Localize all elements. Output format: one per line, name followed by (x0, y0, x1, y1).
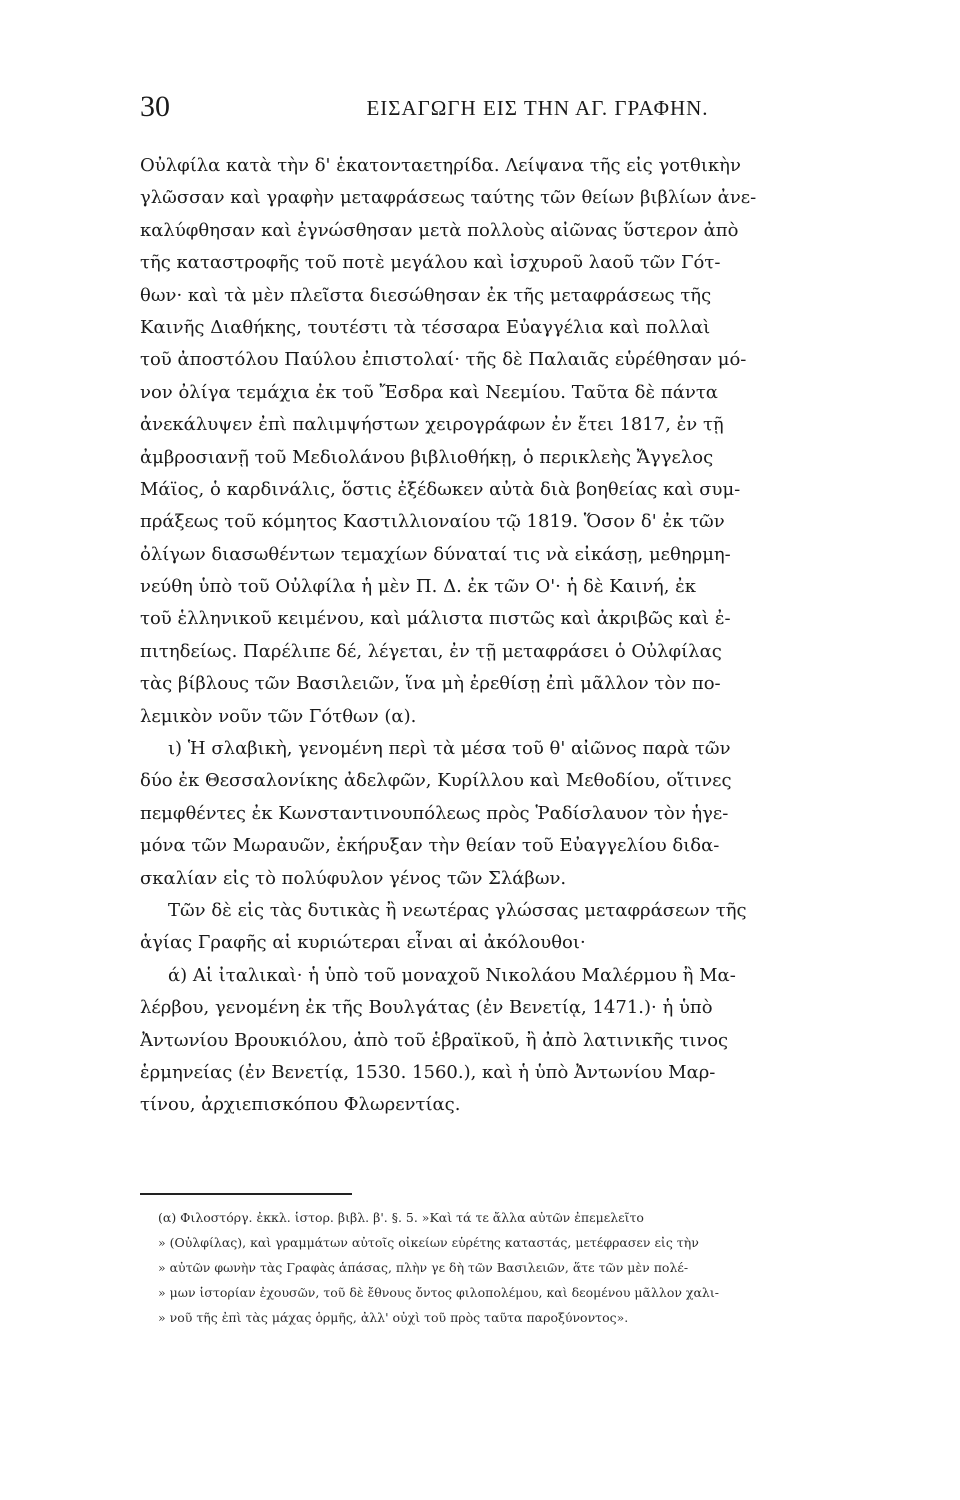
footnote-divider (140, 1193, 352, 1195)
text-line: ὀλίγων διασωθέντων τεμαχίων δύναταί τις νὰ εἰκάσῃ, μεθηρμη- (140, 543, 731, 565)
text-line: Οὐλφίλα κατὰ τὴν δ' ἑκατονταετηρίδα. Λείψανα τῆς εἰς γοτθικὴν (140, 155, 741, 176)
text-line: ά) Αἱ ἰταλικαὶ· ἡ ὑπὸ τοῦ μοναχοῦ Νικολάου Μαλέρμου ἢ Μα- (168, 964, 736, 986)
text-line: ἁγίας Γραφῆς αἱ κυριώτεραι εἶναι αἱ ἀκόλουθοι· (140, 932, 586, 954)
text-line: γλῶσσαν καὶ γραφὴν μεταφράσεως ταύτης τῶν θείων βιβλίων ἀνε- (140, 187, 757, 209)
text-line: τὰς βίβλους τῶν Βασιλειῶν, ἵνα μὴ ἐρεθίσῃ ἐπὶ μᾶλλον τὸν πο- (140, 673, 721, 695)
page-number: 30 (140, 90, 170, 123)
footnotes (158, 1205, 828, 1330)
text-line: ι) Ἡ σλαβικὴ, γενομένη περὶ τὰ μέσα τοῦ θ' αἰῶνος παρὰ τῶν (168, 738, 731, 760)
footnote-line: (α) Φιλοστόργ. ἐκκλ. ἱστορ. βιβλ. β'. §. 5. »Καὶ τά τε ἄλλα αὐτῶν ἐπεμελεῖτο (158, 1210, 644, 1225)
text-line: λεμικὸν νοῦν τῶν Γότθων (α). (140, 705, 417, 727)
text-line: νον ὀλίγα τεμάχια ἐκ τοῦ Ἔσδρα καὶ Νεεμίου. Ταῦτα δὲ πάντα (140, 381, 718, 403)
text-line: Καινῆς Διαθήκης, τουτέστι τὰ τέσσαρα Εὐαγγέλια καὶ πολλαὶ (140, 316, 711, 338)
text-line: θων· καὶ τὰ μὲν πλεῖστα διεσώθησαν ἐκ τῆς μεταφράσεως τῆς (140, 284, 712, 306)
text-line: νεύθη ὑπὸ τοῦ Οὐλφίλα ἡ μὲν Π. Δ. ἐκ τῶν Ο'· ἡ δὲ Καινή, ἐκ (140, 576, 697, 598)
page-header (140, 90, 820, 130)
text-line: ἀμβροσιανῇ τοῦ Μεδιολάνου βιβλιοθήκῃ, ὁ περικλεὴς Ἄγγελος (140, 446, 714, 468)
text-line: δύο ἐκ Θεσσαλονίκης ἀδελφῶν, Κυρίλλου καὶ Μεθοδίου, οἵτινες (140, 770, 732, 792)
text-line: Τῶν δὲ εἰς τὰς δυτικὰς ἢ νεωτέρας γλώσσας μεταφράσεων τῆς (168, 899, 747, 921)
text-line: Μάϊος, ὁ καρδινάλις, ὅστις ἐξέδωκεν αὐτὰ διὰ βοηθείας καὶ συμ- (140, 478, 741, 500)
text-line: πιτηδείως. Παρέλιπε δέ, λέγεται, ἐν τῇ μεταφράσει ὁ Οὐλφίλας (140, 640, 722, 662)
text-line: Ἀντωνίου Βρουκιόλου, ἀπὸ τοῦ ἑβραϊκοῦ, ἢ ἀπὸ λατινικῆς τινος (140, 1029, 729, 1051)
text-line: τῆς καταστροφῆς τοῦ ποτὲ μεγάλου καὶ ἰσχυροῦ λαοῦ τῶν Γότ- (140, 252, 721, 274)
text-line: καλύφθησαν καὶ ἐγνώσθησαν μετὰ πολλοὺς αἰῶνας ὕστερον ἀπὸ (140, 219, 739, 241)
text-line: τοῦ ἑλληνικοῦ κειμένου, καὶ μάλιστα πιστῶς καὶ ἀκριβῶς καὶ ἐ- (140, 608, 731, 630)
text-line: τοῦ ἀποστόλου Παύλου ἐπιστολαί· τῆς δὲ Παλαιᾶς εὑρέθησαν μό- (140, 349, 747, 371)
footnote-line: » μων ἱστορίαν ἐχουσῶν, τοῦ δὲ ἔθνους ὄντος φιλοπολέμου, καὶ δεομένου μᾶλλον χαλι- (158, 1285, 719, 1300)
running-title: ΕΙΣΑΓΩΓΗ ΕΙΣ ΤΗΝ ΑΓ. ΓΡΑΦΗΝ. (366, 96, 709, 120)
text-line: ἑρμηνείας (ἐν Βενετίᾳ, 1530. 1560.), καὶ ἡ ὑπὸ Ἀντωνίου Μαρ- (140, 1061, 716, 1083)
footnote-line: » (Οὐλφίλας), καὶ γραμμάτων αὐτοῖς οἰκείων εὑρέτης καταστάς, μετέφρασεν εἰς τὴν (158, 1235, 699, 1250)
footnote-line: » αὐτῶν φωνὴν τὰς Γραφὰς ἁπάσας, πλὴν γε δὴ τῶν Βασιλειῶν, ἅτε τῶν μὲν πολέ- (158, 1260, 689, 1275)
text-line: πεμφθέντες ἐκ Κωνσταντινουπόλεως πρὸς Ῥαδίσλαυον τὸν ἡγε- (140, 802, 729, 824)
text-line: μόνα τῶν Μωραυῶν, ἐκήρυξαν τὴν θείαν τοῦ Εὐαγγελίου διδα- (140, 835, 720, 857)
footnote-line: » νοῦ τῆς ἐπὶ τὰς μάχας ὁρμῆς, ἀλλ' οὐχὶ τοῦ πρὸς ταῦτα παροξύνοντος». (158, 1310, 629, 1325)
text-line: ἀνεκάλυψεν ἐπὶ παλιμψήστων χειρογράφων ἐν ἔτει 1817, ἐν τῇ (140, 414, 724, 436)
text-line: σκαλίαν εἰς τὸ πολύφυλον γένος τῶν Σλάβων. (140, 867, 567, 889)
text-line: πράξεως τοῦ κόμητος Καστιλλιοναίου τῷ 1819. Ὅσον δ' ἐκ τῶν (140, 511, 725, 533)
main-text (140, 150, 830, 1122)
text-line: λέρβου, γενομένη ἐκ τῆς Βουλγάτας (ἐν Βενετίᾳ, 1471.)· ἡ ὑπὸ (140, 997, 713, 1019)
text-line: τίνου, ἀρχιεπισκόπου Φλωρεντίας. (140, 1094, 461, 1116)
